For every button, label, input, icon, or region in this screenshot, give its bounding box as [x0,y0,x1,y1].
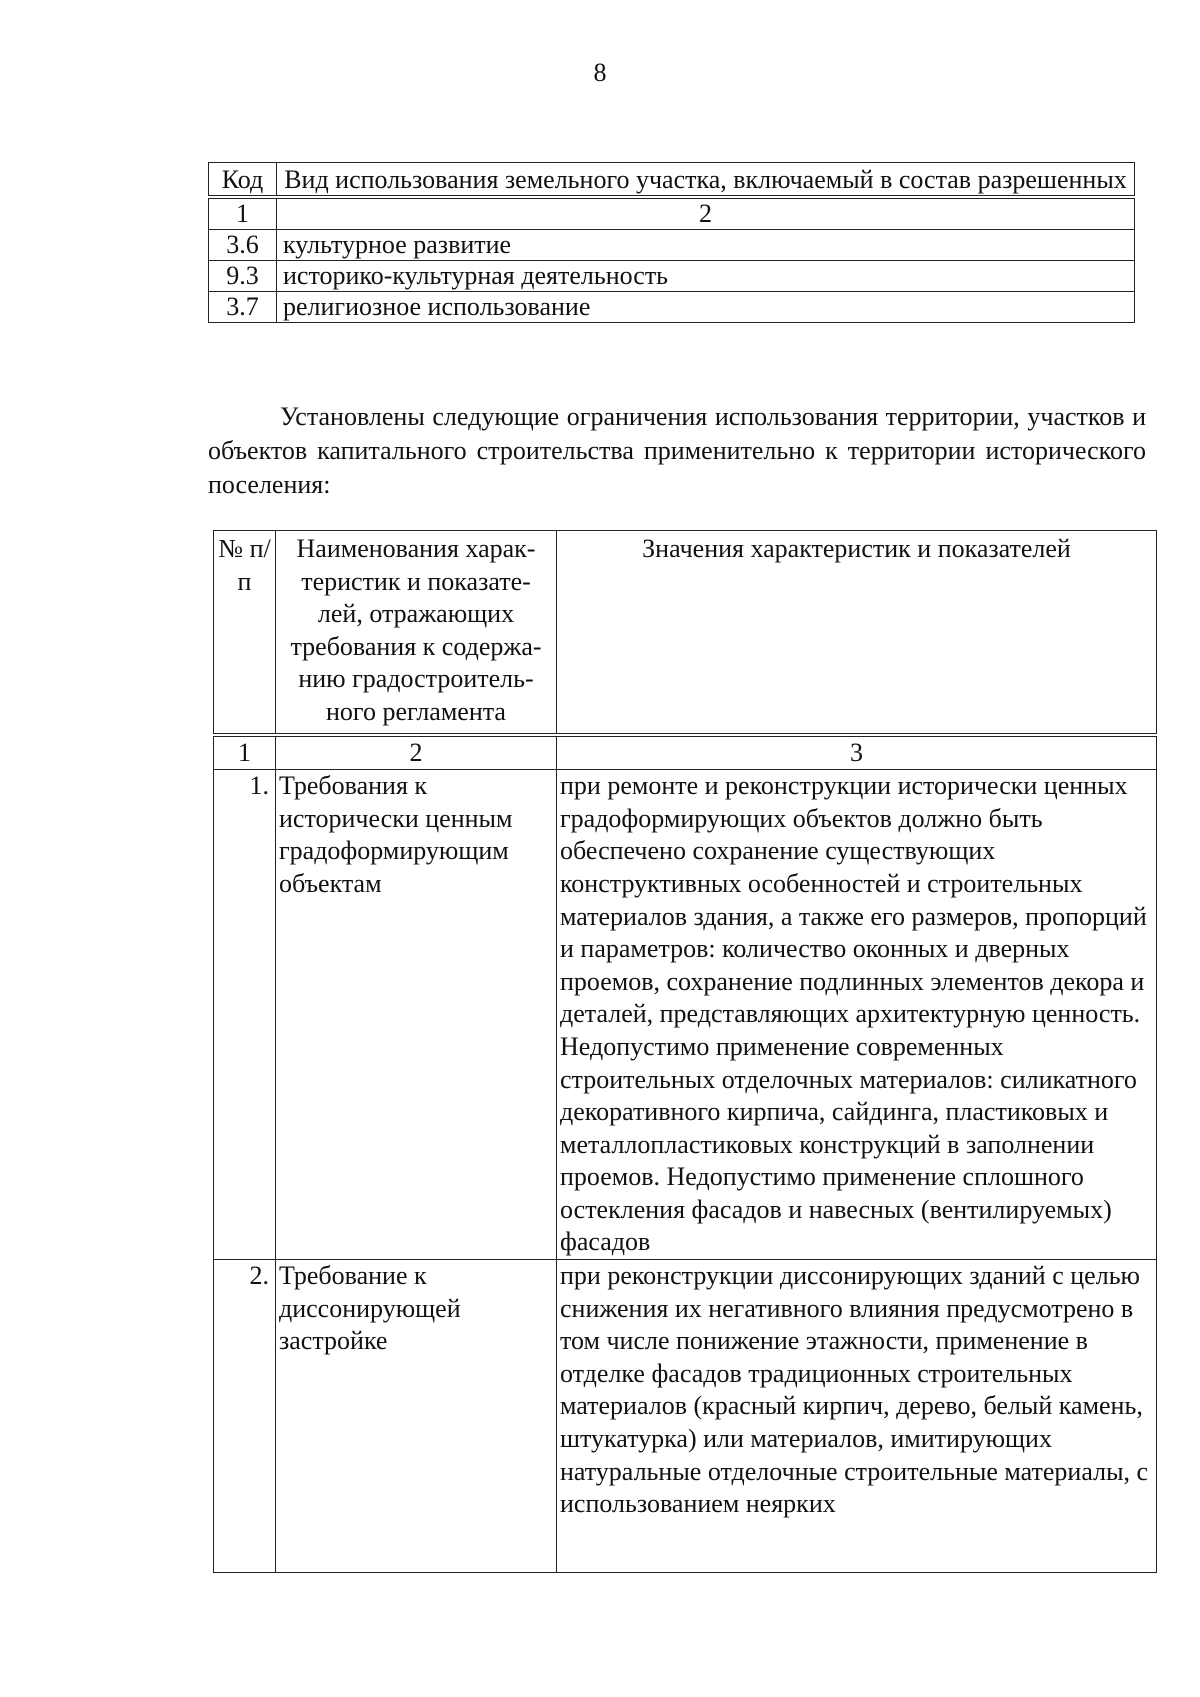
restrictions-table [213,530,1157,1573]
column-number: 2 [277,197,1135,230]
header-characteristic-name: Наименования харак-теристик и показате-лей, отражающих требования к содержа-нию градостроитель-ного регламента [276,531,557,735]
header-code: Код [209,163,277,198]
table-row [214,770,1157,1260]
column-number-row [214,735,1157,770]
use-name: религиозное использование [277,292,1135,323]
table-row [209,230,1135,261]
table-header-row [214,531,1157,735]
column-number: 1 [209,197,277,230]
header-number: № п/п [214,531,276,735]
table-row [214,1260,1157,1573]
use-code: 9.3 [209,261,277,292]
table-header-row [209,163,1135,198]
use-code: 3.6 [209,230,277,261]
column-number-row [209,197,1135,230]
page-number: 8 [593,58,607,87]
column-number: 3 [557,735,1157,770]
use-name: культурное развитие [277,230,1135,261]
requirement-value: при ремонте и реконструкции исторически ценных градоформирующих объектов должно быть обеспечено сохранение существующих конструктивных особенностей и строительных материалов здания, а также его размеров, пропорций и параметров: количество оконных и дверных проемов, сохранение подлинных элементов декора и деталей, представляющих архитектурную ценность. Недопустимо применение современных строительных отделочных материалов: силикатного декоративного кирпича, сайдинга, пластиковых и металлопластиковых конструкций в заполнении проемов. Недопустимо применение сплошного остекления фасадов и навесных (вентилируемых) фасадов [557,770,1157,1260]
intro-paragraph: Установлены следующие ограничения использования территории, участков и объектов капитального строительства применительно к территории исторического поселения: [208,402,1146,499]
use-code: 3.7 [209,292,277,323]
table-row [209,292,1135,323]
permitted-use-table [208,162,1135,323]
row-number: 2. [214,1260,276,1573]
header-characteristic-value: Значения характеристик и показателей [557,531,1157,735]
column-number: 1 [214,735,276,770]
table-row [209,261,1135,292]
column-number: 2 [276,735,557,770]
requirement-value: при реконструкции диссонирующих зданий с целью снижения их негативного влияния предусмотрено в том числе понижение этажности, применение в отделке фасадов традиционных строительных материалов (красный кирпич, дерево, белый камень, штукатурка) или материалов, имитирующих натуральные отделочные строительные материалы, с использованием неярких [557,1260,1157,1573]
use-name: историко-культурная деятельность [277,261,1135,292]
header-kind: Вид использования земельного участка, включаемый в состав разрешенных [277,163,1135,198]
requirement-name: Требования к исторически ценным градоформирующим объектам [276,770,557,1260]
requirement-name: Требование к диссонирующей застройке [276,1260,557,1573]
row-number: 1. [214,770,276,1260]
